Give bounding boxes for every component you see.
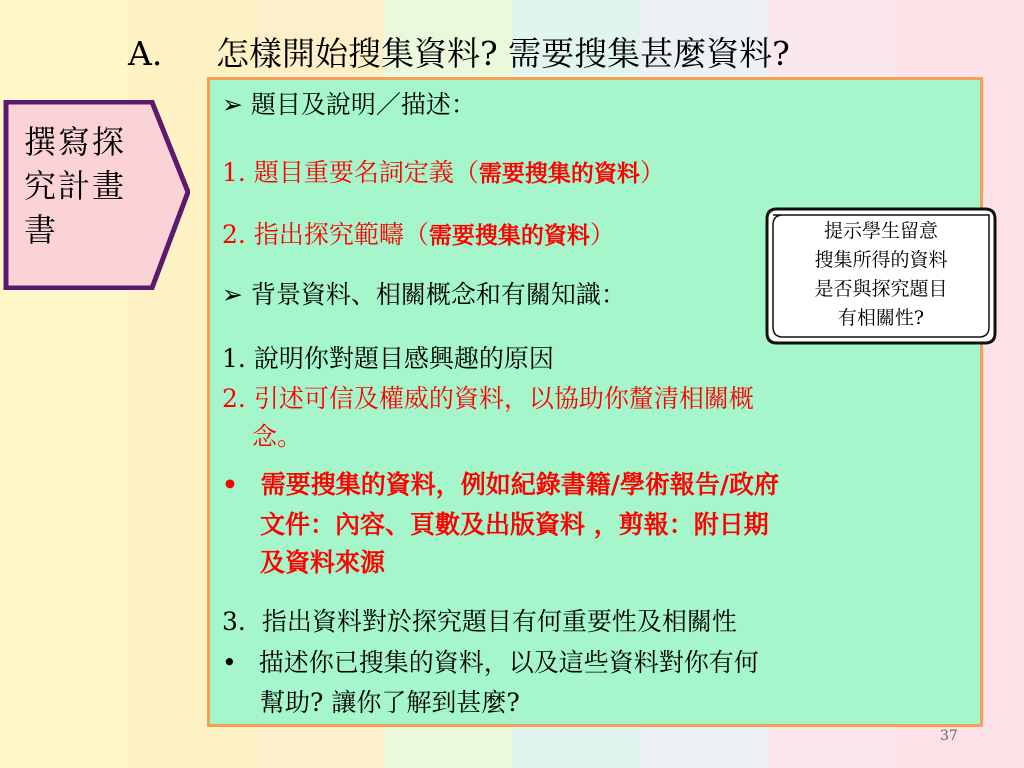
callout-line: 是否與探究題目 — [814, 278, 948, 300]
title-text: 怎樣開始搜集資料? 需要搜集甚麼資料? — [216, 34, 790, 73]
page-number: 37 — [940, 728, 958, 744]
callout-line: 有相關性? — [837, 307, 925, 329]
callout-text — [763, 217, 999, 333]
item-cite-cont: 念。 — [252, 422, 303, 451]
side-label-line: 撰寫探 — [24, 123, 127, 161]
side-label-line: 書 — [24, 211, 59, 249]
callout-line: 提示學生留意 — [823, 220, 938, 242]
title-number: A. — [128, 34, 163, 73]
heading-background: ➢ 背景資料、相關概念和有關知識： — [222, 280, 626, 309]
item-scope: 2. 指出探究範疇（需要搜集的資料） — [222, 220, 615, 249]
slide-title — [128, 28, 790, 75]
item-collect: • 需要搜集的資料，例如紀錄書籍/學術報告/政府 — [222, 470, 779, 499]
arrow-bullet-icon: ➢ — [222, 90, 243, 119]
side-label-text — [24, 120, 154, 252]
hint-callout — [763, 205, 999, 347]
bullet-dot-icon: • — [222, 648, 237, 677]
content-box — [207, 77, 983, 727]
item-importance: 3. 指出資料對於探究題目有何重要性及相關性 — [222, 607, 737, 636]
callout-line: 搜集所得的資料 — [814, 249, 948, 271]
side-label-arrow — [2, 100, 190, 290]
item-collect-cont: 及資料來源 — [260, 548, 386, 577]
item-interest: 1. 說明你對題目感興趣的原因 — [222, 344, 554, 373]
bullet-dot-icon: • — [222, 470, 238, 499]
item-definition: 1. 題目重要名詞定義（需要搜集的資料） — [222, 158, 665, 187]
item-describe: • 描述你已搜集的資料，以及這些資料對你有何 — [222, 648, 759, 677]
item-describe-cont: 幫助? 讓你了解到甚麼? — [260, 688, 520, 717]
heading-topic: ➢ 題目及說明／描述： — [222, 90, 476, 119]
item-cite: 2. 引述可信及權威的資料，以協助你釐清相關概 — [222, 384, 754, 413]
item-collect-cont: 文件：內容、頁數及出版資料 ，剪報：附日期 — [260, 510, 769, 539]
arrow-bullet-icon: ➢ — [222, 280, 243, 309]
side-label-line: 究計畫 — [24, 167, 127, 205]
